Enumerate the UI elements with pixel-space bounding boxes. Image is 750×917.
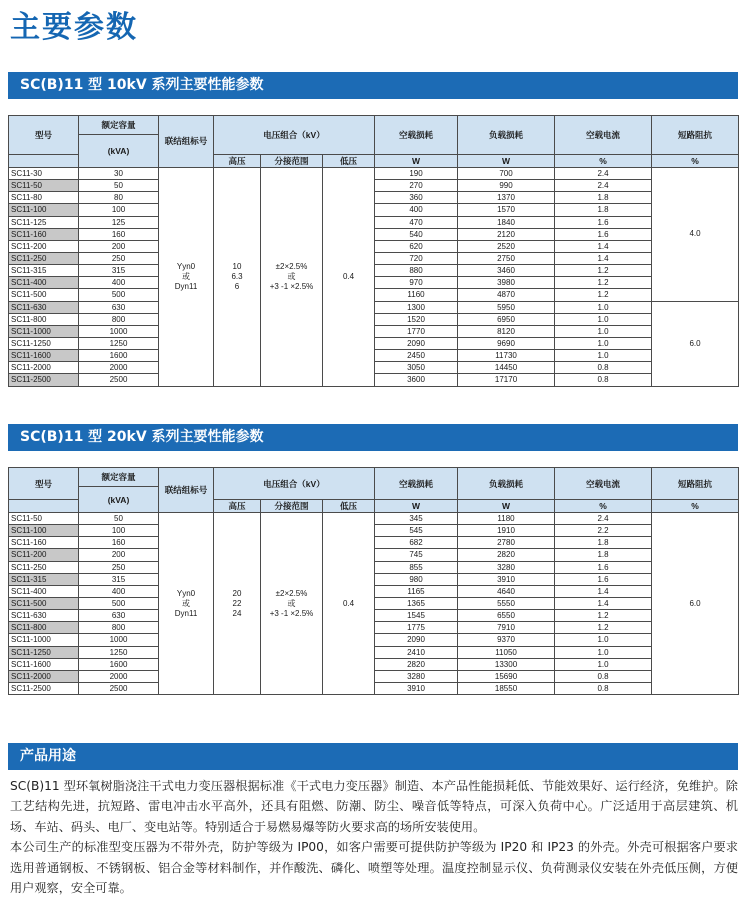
model-cell: SC11-250 [9,252,79,264]
noload-current-cell: 1.4 [555,585,652,597]
noload-loss-cell: 1160 [375,289,458,301]
model-cell: SC11-250 [9,561,79,573]
noload-current-cell: 1.2 [555,622,652,634]
model-cell: SC11-2000 [9,670,79,682]
spec-table-10kv-body [9,168,739,387]
noload-current-cell: 1.2 [555,265,652,277]
model-cell: SC11-315 [9,573,79,585]
load-loss-cell: 3460 [458,265,555,277]
noload-loss-cell: 2090 [375,337,458,349]
lv-cell: 0.4 [323,168,375,387]
section-usage-heading: 产品用途 [8,743,738,770]
capacity-cell: 125 [79,216,159,228]
load-loss-cell: 1370 [458,192,555,204]
noload-current-cell: 1.0 [555,634,652,646]
capacity-cell: 400 [79,277,159,289]
model-cell: SC11-125 [9,216,79,228]
header-capacity-unit: (kVA) [79,135,159,168]
capacity-cell: 1000 [79,325,159,337]
header-load-unit: W [458,155,555,168]
header-noload-loss: 空载损耗 [375,116,458,155]
noload-current-cell: 1.8 [555,549,652,561]
noload-loss-cell: 855 [375,561,458,573]
capacity-cell: 160 [79,228,159,240]
noload-loss-cell: 3910 [375,682,458,694]
header-noload-loss: 空载损耗 [375,468,458,500]
capacity-cell: 500 [79,597,159,609]
usage-description [10,776,738,898]
model-cell: SC11-630 [9,301,79,313]
section-20kv-heading: SC(B)11 型 20kV 系列主要性能参数 [8,424,738,451]
capacity-cell: 250 [79,561,159,573]
model-cell: SC11-2500 [9,682,79,694]
spec-table-20kv [8,467,739,695]
load-loss-cell: 5550 [458,597,555,609]
noload-current-cell: 1.0 [555,313,652,325]
load-loss-cell: 3980 [458,277,555,289]
noload-current-cell: 1.6 [555,216,652,228]
capacity-cell: 1250 [79,337,159,349]
table-row [9,168,739,180]
header-lv: 低压 [323,155,375,168]
header-tap: 分接范围 [261,155,323,168]
header-load-loss: 负载损耗 [458,116,555,155]
noload-current-cell: 1.6 [555,573,652,585]
load-loss-cell: 11730 [458,350,555,362]
capacity-cell: 250 [79,252,159,264]
spec-table-10kv [8,115,739,387]
noload-current-cell: 1.4 [555,597,652,609]
model-cell: SC11-1250 [9,337,79,349]
load-loss-cell: 1840 [458,216,555,228]
header-model-blank [9,500,79,513]
load-loss-cell: 2820 [458,549,555,561]
noload-loss-cell: 745 [375,549,458,561]
load-loss-cell: 4870 [458,289,555,301]
model-cell: SC11-500 [9,289,79,301]
header-capacity: 额定容量 [79,468,159,487]
model-cell: SC11-800 [9,313,79,325]
table-row [9,513,739,525]
header-impedance-unit: % [652,155,739,168]
lv-cell: 0.4 [323,513,375,695]
header-noload-unit: W [375,500,458,513]
capacity-cell: 2000 [79,670,159,682]
noload-current-cell: 1.8 [555,204,652,216]
load-loss-cell: 1180 [458,513,555,525]
header-current-unit: % [555,500,652,513]
header-tap: 分接范围 [261,500,323,513]
model-cell: SC11-200 [9,240,79,252]
impedance-cell: 4.0 [652,168,739,302]
noload-current-cell: 1.0 [555,350,652,362]
noload-loss-cell: 3050 [375,362,458,374]
header-impedance-unit: % [652,500,739,513]
capacity-cell: 630 [79,301,159,313]
noload-loss-cell: 1775 [375,622,458,634]
load-loss-cell: 5950 [458,301,555,313]
spec-table-20kv-body [9,513,739,695]
load-loss-cell: 1910 [458,525,555,537]
capacity-cell: 200 [79,549,159,561]
model-cell: SC11-100 [9,525,79,537]
capacity-cell: 2500 [79,374,159,386]
noload-current-cell: 1.6 [555,561,652,573]
noload-current-cell: 0.8 [555,362,652,374]
noload-current-cell: 1.0 [555,646,652,658]
header-lv: 低压 [323,500,375,513]
noload-loss-cell: 3600 [375,374,458,386]
load-loss-cell: 7910 [458,622,555,634]
header-hv: 高压 [214,155,261,168]
noload-loss-cell: 2450 [375,350,458,362]
load-loss-cell: 9370 [458,634,555,646]
model-cell: SC11-400 [9,585,79,597]
noload-current-cell: 1.6 [555,228,652,240]
load-loss-cell: 8120 [458,325,555,337]
model-cell: SC11-100 [9,204,79,216]
header-load-loss: 负载损耗 [458,468,555,500]
noload-loss-cell: 1520 [375,313,458,325]
noload-current-cell: 0.8 [555,670,652,682]
noload-current-cell: 1.0 [555,658,652,670]
load-loss-cell: 11050 [458,646,555,658]
noload-current-cell: 2.2 [555,525,652,537]
header-vector-group [159,468,214,513]
header-capacity-unit: (kVA) [79,487,159,513]
capacity-cell: 1250 [79,646,159,658]
header-impedance: 短路阻抗 [652,468,739,500]
noload-loss-cell: 1545 [375,610,458,622]
model-cell: SC11-2000 [9,362,79,374]
load-loss-cell: 700 [458,168,555,180]
header-model-blank [9,155,79,168]
noload-current-cell: 1.8 [555,192,652,204]
usage-paragraph: 本公司生产的标准型变压器为不带外壳，防护等级为 IP00，如客户需要可提供防护等级为 IP20 和 IP23 的外壳。外壳可根据客户要求选用普通钢板、不锈钢板、铝合金等材料制作，并作酸洗、磷化、喷塑等处理。温度控制显示仪、负荷测录仪安装在外壳低压侧，方便用户观察，安全可靠。 [10,840,738,896]
capacity-cell: 80 [79,192,159,204]
tap-range-cell: ±2×2.5% 或 +3 -1 ×2.5% [261,168,323,387]
page-title: 主要参数 [10,10,138,45]
capacity-cell: 50 [79,180,159,192]
capacity-cell: 800 [79,622,159,634]
header-vector-group-label: 联结组标号 [164,136,208,146]
capacity-cell: 630 [79,610,159,622]
noload-loss-cell: 1165 [375,585,458,597]
load-loss-cell: 2780 [458,537,555,549]
load-loss-cell: 2120 [458,228,555,240]
model-cell: SC11-1250 [9,646,79,658]
noload-current-cell: 2.4 [555,513,652,525]
load-loss-cell: 3280 [458,561,555,573]
model-cell: SC11-50 [9,513,79,525]
model-cell: SC11-200 [9,549,79,561]
load-loss-cell: 2750 [458,252,555,264]
capacity-cell: 400 [79,585,159,597]
section-10kv-heading: SC(B)11 型 10kV 系列主要性能参数 [8,72,738,99]
model-cell: SC11-80 [9,192,79,204]
noload-loss-cell: 3280 [375,670,458,682]
capacity-cell: 50 [79,513,159,525]
model-cell: SC11-50 [9,180,79,192]
noload-current-cell: 1.2 [555,277,652,289]
noload-loss-cell: 682 [375,537,458,549]
noload-loss-cell: 720 [375,252,458,264]
noload-loss-cell: 400 [375,204,458,216]
capacity-cell: 1600 [79,350,159,362]
impedance-cell: 6.0 [652,513,739,695]
model-cell: SC11-160 [9,537,79,549]
capacity-cell: 1600 [79,658,159,670]
noload-loss-cell: 270 [375,180,458,192]
model-cell: SC11-500 [9,597,79,609]
model-cell: SC11-1600 [9,658,79,670]
capacity-cell: 315 [79,573,159,585]
model-cell: SC11-1000 [9,325,79,337]
noload-loss-cell: 2820 [375,658,458,670]
load-loss-cell: 17170 [458,374,555,386]
capacity-cell: 315 [79,265,159,277]
capacity-cell: 1000 [79,634,159,646]
tap-range-cell: ±2×2.5% 或 +3 -1 ×2.5% [261,513,323,695]
noload-loss-cell: 1300 [375,301,458,313]
capacity-cell: 100 [79,204,159,216]
model-cell: SC11-1000 [9,634,79,646]
header-capacity: 额定容量 [79,116,159,135]
load-loss-cell: 6550 [458,610,555,622]
load-loss-cell: 9690 [458,337,555,349]
load-loss-cell: 6950 [458,313,555,325]
header-model: 型号 [9,468,79,500]
noload-loss-cell: 980 [375,573,458,585]
load-loss-cell: 4640 [458,585,555,597]
noload-current-cell: 2.4 [555,180,652,192]
noload-loss-cell: 2410 [375,646,458,658]
header-vector-group-label: 联结组标号 [164,484,208,495]
noload-current-cell: 1.2 [555,289,652,301]
capacity-cell: 160 [79,537,159,549]
noload-loss-cell: 540 [375,228,458,240]
noload-current-cell: 1.0 [555,301,652,313]
vector-group-cell: Yyn0 或 Dyn11 [159,513,214,695]
noload-loss-cell: 545 [375,525,458,537]
noload-current-cell: 1.4 [555,240,652,252]
model-cell: SC11-160 [9,228,79,240]
load-loss-cell: 2520 [458,240,555,252]
header-voltage: 电压组合（kV） [214,116,375,155]
load-loss-cell: 14450 [458,362,555,374]
noload-loss-cell: 1770 [375,325,458,337]
load-loss-cell: 18550 [458,682,555,694]
noload-loss-cell: 1365 [375,597,458,609]
capacity-cell: 100 [79,525,159,537]
model-cell: SC11-30 [9,168,79,180]
capacity-cell: 2500 [79,682,159,694]
header-noload-current: 空载电流 [555,468,652,500]
noload-current-cell: 1.0 [555,337,652,349]
capacity-cell: 200 [79,240,159,252]
capacity-cell: 500 [79,289,159,301]
header-impedance: 短路阻抗 [652,116,739,155]
load-loss-cell: 990 [458,180,555,192]
impedance-cell: 6.0 [652,301,739,386]
model-cell: SC11-2500 [9,374,79,386]
vector-group-cell: Yyn0 或 Dyn11 [159,168,214,387]
usage-paragraph: SC(B)11 型环氧树脂浇注干式电力变压器根据标准《干式电力变压器》制造、本产品性能损耗低、节能效果好、运行经济，免维护。除工艺结构先进，抗短路、雷电冲击水平高外，还具有阻燃、防潮、防尘、噪音低等特点，可深入负荷中心。广泛适用于高层建筑、机场、车站、码头、电厂、变电站等。特别适合于易燃易爆等防火要求高的场所安装使用。 [10,779,738,834]
noload-loss-cell: 2090 [375,634,458,646]
header-vector-group [159,116,214,168]
noload-current-cell: 0.8 [555,374,652,386]
capacity-cell: 30 [79,168,159,180]
noload-loss-cell: 880 [375,265,458,277]
header-noload-current: 空载电流 [555,116,652,155]
noload-current-cell: 1.4 [555,252,652,264]
header-load-unit: W [458,500,555,513]
hv-cell: 10 6.3 6 [214,168,261,387]
noload-current-cell: 1.8 [555,537,652,549]
noload-loss-cell: 190 [375,168,458,180]
model-cell: SC11-400 [9,277,79,289]
load-loss-cell: 15690 [458,670,555,682]
header-current-unit: % [555,155,652,168]
noload-current-cell: 1.2 [555,610,652,622]
noload-loss-cell: 470 [375,216,458,228]
load-loss-cell: 1570 [458,204,555,216]
noload-current-cell: 2.4 [555,168,652,180]
header-hv: 高压 [214,500,261,513]
model-cell: SC11-800 [9,622,79,634]
capacity-cell: 2000 [79,362,159,374]
hv-cell: 20 22 24 [214,513,261,695]
model-cell: SC11-1600 [9,350,79,362]
model-cell: SC11-630 [9,610,79,622]
model-cell: SC11-315 [9,265,79,277]
noload-loss-cell: 345 [375,513,458,525]
noload-loss-cell: 970 [375,277,458,289]
header-noload-unit: W [375,155,458,168]
noload-current-cell: 1.0 [555,325,652,337]
noload-loss-cell: 360 [375,192,458,204]
noload-current-cell: 0.8 [555,682,652,694]
capacity-cell: 800 [79,313,159,325]
load-loss-cell: 13300 [458,658,555,670]
noload-loss-cell: 620 [375,240,458,252]
header-model: 型号 [9,116,79,155]
load-loss-cell: 3910 [458,573,555,585]
header-voltage: 电压组合（kV） [214,468,375,500]
